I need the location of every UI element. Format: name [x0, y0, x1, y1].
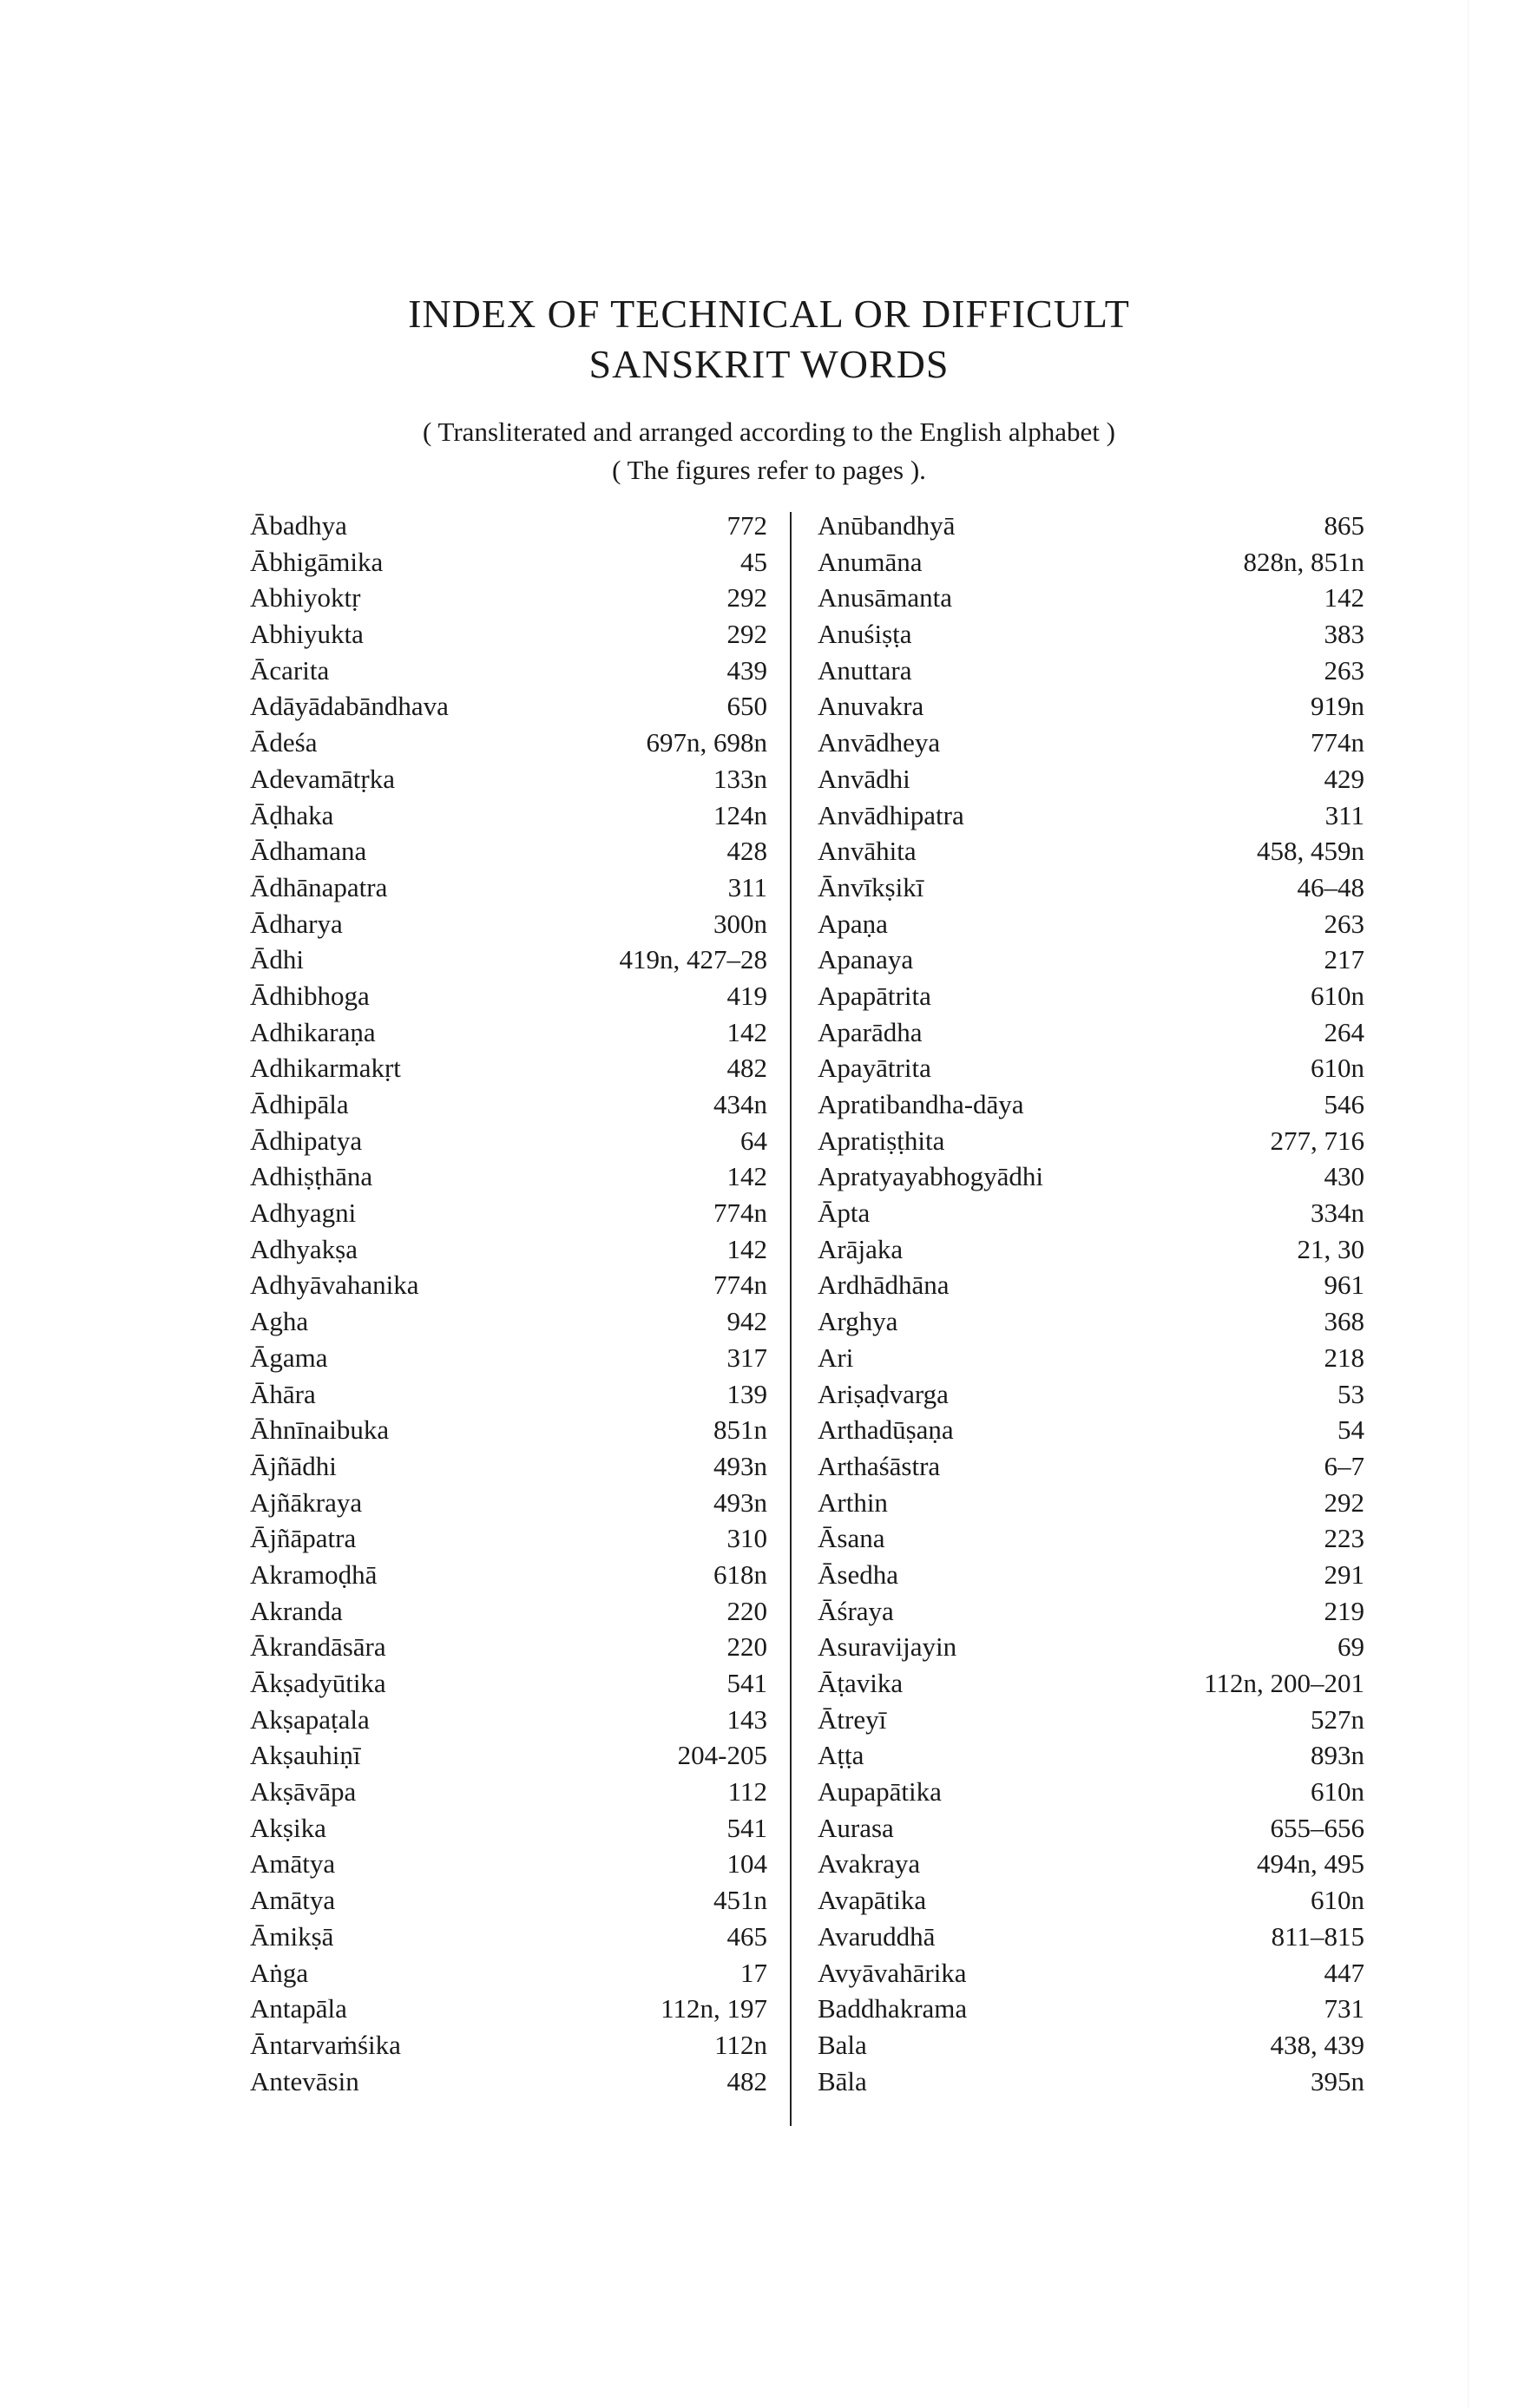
- index-term: Antapāla: [250, 1993, 347, 2024]
- index-term: Aṭṭa: [818, 1740, 864, 1771]
- index-term: Āśraya: [818, 1595, 894, 1626]
- index-term: Agha: [250, 1306, 309, 1337]
- index-entry: [250, 1629, 767, 1665]
- index-term: Ariṣaḍvarga: [818, 1378, 949, 1409]
- index-page-ref: 772: [726, 510, 767, 541]
- index-page-ref: 618n: [713, 1558, 767, 1590]
- index-term: Ādhānapatra: [250, 871, 388, 902]
- index-page-ref: 291: [1324, 1558, 1364, 1590]
- index-entry: [250, 1520, 767, 1557]
- index-page-ref: 292: [726, 582, 767, 613]
- index-entry: [818, 1158, 1364, 1195]
- index-entry: [250, 1774, 767, 1810]
- index-term: Akramoḍhā: [250, 1558, 378, 1590]
- index-term: Arghya: [818, 1306, 898, 1337]
- index-page-ref: 811–815: [1271, 1920, 1364, 1952]
- index-term: Ābadhya: [250, 510, 347, 541]
- index-entry: [250, 1014, 767, 1051]
- index-page-ref: 311: [727, 871, 767, 902]
- index-entry: [818, 688, 1364, 725]
- index-entry: [250, 2064, 767, 2100]
- index-entry: [818, 1376, 1364, 1413]
- index-term: Adāyādabāndhava: [250, 691, 449, 722]
- index-entry: [250, 544, 767, 581]
- index-page-ref: 133n: [713, 763, 767, 794]
- index-page-ref: 774n: [1311, 727, 1364, 758]
- index-page-ref: 828n, 851n: [1243, 546, 1364, 577]
- index-term: Āmikṣā: [250, 1920, 334, 1952]
- index-page-ref: 465: [726, 1920, 767, 1952]
- index-page-ref: 697n, 698n: [646, 727, 767, 758]
- index-term: Adhiṣṭhāna: [250, 1161, 373, 1192]
- index-entry: [250, 1955, 767, 1991]
- index-term: Anvādhipatra: [818, 799, 964, 830]
- index-term: Adhyakṣa: [250, 1233, 358, 1264]
- index-entry: [250, 1050, 767, 1086]
- index-page-ref: 310: [726, 1523, 767, 1554]
- index-page-ref: 292: [726, 619, 767, 650]
- index-page-ref: 334n: [1311, 1197, 1364, 1229]
- index-page-ref: 774n: [713, 1197, 767, 1229]
- index-entry: [818, 2027, 1364, 2064]
- index-page-ref: 112n, 197: [661, 1993, 767, 2024]
- index-page-ref: 610n: [1311, 980, 1364, 1011]
- index-page-ref: 223: [1324, 1523, 1364, 1554]
- index-entry: [818, 1086, 1364, 1123]
- index-entry: [250, 1267, 767, 1303]
- index-term: Arthaśāstra: [818, 1450, 941, 1481]
- index-term: Ābhigāmika: [250, 546, 384, 577]
- index-term: Amātya: [250, 1848, 336, 1880]
- index-entry: [818, 544, 1364, 581]
- index-term: Arājaka: [818, 1233, 904, 1264]
- index-page-ref: 143: [726, 1703, 767, 1735]
- index-page-ref: 383: [1324, 619, 1364, 650]
- index-entry: [818, 833, 1364, 869]
- index-term: Ānvīkṣikī: [818, 871, 924, 902]
- index-entry: [250, 1340, 767, 1376]
- index-term: Abhiyukta: [250, 619, 364, 650]
- index-entry: [250, 2027, 767, 2064]
- index-term: Adhikaraṇa: [250, 1016, 376, 1047]
- index-page-ref: 541: [726, 1812, 767, 1843]
- index-page-ref: 264: [1324, 1016, 1364, 1047]
- index-term: Ādhi: [250, 944, 304, 975]
- index-term: Adhyāvahanika: [250, 1270, 419, 1301]
- index-term: Aurasa: [818, 1812, 894, 1843]
- index-subtitle: ( Transliterated and arranged according to the English alphabet ): [423, 417, 1115, 447]
- index-term: Apratiṣṭhita: [818, 1125, 945, 1156]
- index-page-ref: 482: [726, 2065, 767, 2096]
- index-term: Adevamātṛka: [250, 763, 395, 794]
- index-title: INDEX OF TECHNICAL OR DIFFICULT: [408, 292, 1130, 336]
- index-entry: [250, 1593, 767, 1630]
- index-term: Āsedha: [818, 1558, 898, 1590]
- index-term: Aṅga: [250, 1957, 309, 1988]
- index-entry: [250, 653, 767, 689]
- index-term: Āhāra: [250, 1378, 316, 1409]
- index-entry: [250, 1376, 767, 1413]
- index-column-left: [250, 508, 767, 2099]
- index-page-ref: 865: [1324, 510, 1364, 541]
- index-entry: [250, 1702, 767, 1738]
- index-term: Avapātika: [818, 1885, 927, 1916]
- index-entry: [818, 2064, 1364, 2100]
- index-page-ref: 395n: [1311, 2065, 1364, 2096]
- index-term: Akranda: [250, 1595, 343, 1626]
- index-term: Apaṇa: [818, 908, 888, 939]
- index-term: Ākṣadyūtika: [250, 1668, 386, 1698]
- index-term: Apratibandha-dāya: [818, 1089, 1024, 1119]
- index-term: Anvāhita: [818, 836, 917, 867]
- index-page-ref: 292: [1324, 1486, 1364, 1518]
- index-term: Baddhakrama: [818, 1993, 968, 2024]
- index-term: Anuvakra: [818, 691, 924, 722]
- index-term: Anuttara: [818, 654, 912, 686]
- index-term: Antevāsin: [250, 2065, 359, 2096]
- index-page-ref: 263: [1324, 654, 1364, 686]
- index-entry: [818, 1195, 1364, 1231]
- index-term: Ājñāpatra: [250, 1523, 357, 1554]
- index-page-ref: 458, 459n: [1257, 836, 1364, 867]
- index-entry: [818, 1774, 1364, 1810]
- index-term: Anvādheya: [818, 727, 941, 758]
- index-page-ref: 610n: [1311, 1776, 1364, 1808]
- index-term: Āṭavika: [818, 1668, 904, 1698]
- index-entry: [818, 906, 1364, 942]
- index-entry: [818, 1014, 1364, 1051]
- index-term: Ācarita: [250, 654, 330, 686]
- index-entry: [818, 580, 1364, 616]
- index-entry: [818, 797, 1364, 834]
- index-page-ref: 219: [1324, 1595, 1364, 1626]
- index-entry: [250, 1448, 767, 1485]
- index-page-ref: 428: [726, 836, 767, 867]
- index-page-ref: 919n: [1311, 691, 1364, 722]
- index-term: Ādhibhoga: [250, 980, 370, 1011]
- index-entry: [250, 1919, 767, 1955]
- index-page-ref: 142: [726, 1016, 767, 1047]
- index-entry: [250, 978, 767, 1014]
- index-entry: [818, 1485, 1364, 1521]
- index-page-ref: 731: [1324, 1993, 1364, 2024]
- index-entry: [250, 906, 767, 942]
- index-term: Apapātrita: [818, 980, 931, 1011]
- index-page-ref: 139: [726, 1378, 767, 1409]
- index-entry: [818, 1267, 1364, 1303]
- index-entry: [818, 1557, 1364, 1593]
- index-entry: [250, 797, 767, 834]
- index-term: Anuśiṣṭa: [818, 619, 912, 650]
- index-entry: [250, 1991, 767, 2027]
- index-page-ref: 494n, 495: [1257, 1848, 1364, 1880]
- index-page-ref: 482: [726, 1053, 767, 1084]
- index-entry: [250, 1412, 767, 1448]
- index-term: Amātya: [250, 1885, 336, 1916]
- index-page-ref: 610n: [1311, 1053, 1364, 1084]
- index-entry: [818, 1882, 1364, 1919]
- index-entry: [818, 1991, 1364, 2027]
- index-entry: [250, 616, 767, 653]
- index-term: Ādhipāla: [250, 1089, 349, 1119]
- index-entry: [250, 833, 767, 869]
- index-page-ref: 112n: [714, 2029, 767, 2060]
- index-page-ref: 142: [726, 1161, 767, 1192]
- index-term: Akṣika: [250, 1812, 326, 1843]
- index-term: Akṣauhiṇī: [250, 1740, 361, 1771]
- index-page-ref: 430: [1324, 1161, 1364, 1192]
- index-term: Ardhādhāna: [818, 1270, 950, 1301]
- index-term: Ākrandāsāra: [250, 1631, 386, 1663]
- index-page-ref: 142: [726, 1233, 767, 1264]
- index-entry: [818, 508, 1364, 544]
- index-column-right: [818, 508, 1364, 2099]
- index-entry: [818, 1919, 1364, 1955]
- index-term: Āḍhaka: [250, 799, 334, 830]
- index-entry: [818, 1448, 1364, 1485]
- index-entry: [250, 1303, 767, 1340]
- index-page-ref: 64: [740, 1125, 767, 1156]
- index-page-ref: 419n, 427–28: [619, 944, 767, 975]
- index-page-ref: 6–7: [1324, 1450, 1364, 1481]
- index-term: Arthin: [818, 1486, 888, 1518]
- index-entry: [818, 1340, 1364, 1376]
- index-term: Anusāmanta: [818, 582, 952, 613]
- index-term: Avaruddhā: [818, 1920, 936, 1952]
- index-term: Anūbandhyā: [818, 510, 956, 541]
- index-entry: [250, 1231, 767, 1268]
- index-term: Āsana: [818, 1523, 885, 1554]
- index-page-ref: 317: [726, 1342, 767, 1373]
- index-entry: [250, 1485, 767, 1521]
- index-page-ref: 46–48: [1297, 871, 1364, 902]
- index-term: Aparādha: [818, 1016, 923, 1047]
- index-page-ref: 112n, 200–201: [1204, 1668, 1364, 1698]
- index-page-ref: 419: [726, 980, 767, 1011]
- index-term: Avakraya: [818, 1848, 921, 1880]
- index-term: Apayātrita: [818, 1053, 931, 1084]
- index-term: Akṣapaṭala: [250, 1703, 370, 1735]
- index-page-ref: 142: [1324, 582, 1364, 613]
- index-entry: [818, 869, 1364, 906]
- index-term: Anumāna: [818, 546, 923, 577]
- index-page-ref: 650: [726, 691, 767, 722]
- index-entry: [250, 1737, 767, 1774]
- index-entry: [818, 1593, 1364, 1630]
- index-page-ref: 493n: [713, 1486, 767, 1518]
- index-page-ref: 368: [1324, 1306, 1364, 1337]
- index-page-ref: 447: [1324, 1957, 1364, 1988]
- index-entry: [250, 761, 767, 797]
- index-entry: [250, 1665, 767, 1702]
- index-term: Ādeśa: [250, 727, 318, 758]
- index-entry: [818, 1810, 1364, 1847]
- index-entry: [250, 1882, 767, 1919]
- index-entry: [250, 1846, 767, 1882]
- index-page-ref: 263: [1324, 908, 1364, 939]
- index-page-ref: 218: [1324, 1342, 1364, 1373]
- index-page-ref: 112: [727, 1776, 767, 1808]
- index-page-ref: 527n: [1311, 1703, 1364, 1735]
- index-page-ref: 429: [1324, 763, 1364, 794]
- column-divider: [790, 512, 792, 2126]
- index-term: Ādharya: [250, 908, 343, 939]
- index-page-ref: 277, 716: [1270, 1125, 1364, 1156]
- index-page-ref: 774n: [713, 1270, 767, 1301]
- index-entry: [818, 653, 1364, 689]
- index-term: Apratyayabhogyādhi: [818, 1161, 1043, 1192]
- index-page-ref: 434n: [713, 1089, 767, 1119]
- index-entry: [250, 942, 767, 978]
- index-term: Ajñākraya: [250, 1486, 363, 1518]
- index-page-ref: 300n: [713, 908, 767, 939]
- index-page-ref: 104: [726, 1848, 767, 1880]
- index-entry: [818, 1123, 1364, 1159]
- index-term: Avyāvahārika: [818, 1957, 967, 1988]
- index-page-ref: 493n: [713, 1450, 767, 1481]
- index-entry: [818, 761, 1364, 797]
- index-entry: [250, 1086, 767, 1123]
- index-entry: [818, 725, 1364, 761]
- index-term: Bāla: [818, 2065, 867, 2096]
- index-page-ref: 655–656: [1270, 1812, 1364, 1843]
- index-entry: [818, 978, 1364, 1014]
- index-term: Āgama: [250, 1342, 328, 1373]
- index-term: Bala: [818, 2029, 867, 2060]
- index-term: Adhikarmakṛt: [250, 1053, 401, 1084]
- index-entry: [818, 1846, 1364, 1882]
- index-entry: [818, 1303, 1364, 1340]
- index-entry: [250, 508, 767, 544]
- index-page-ref: 942: [726, 1306, 767, 1337]
- index-page-ref: 220: [726, 1595, 767, 1626]
- index-entry: [250, 725, 767, 761]
- index-page-ref: 541: [726, 1668, 767, 1698]
- index-page-ref: 217: [1324, 944, 1364, 975]
- index-page-ref: 961: [1324, 1270, 1364, 1301]
- index-entry: [818, 1520, 1364, 1557]
- index-entry: [250, 1810, 767, 1847]
- index-entry: [818, 1629, 1364, 1665]
- index-page-ref: 17: [740, 1957, 767, 1988]
- index-page-ref: 53: [1338, 1378, 1364, 1409]
- index-page-ref: 21, 30: [1297, 1233, 1364, 1264]
- index-page-ref: 546: [1324, 1089, 1364, 1119]
- index-entry: [818, 1412, 1364, 1448]
- index-term: Āntarvaṁśika: [250, 2029, 401, 2060]
- index-term: Apanaya: [818, 944, 914, 975]
- index-entry: [250, 1195, 767, 1231]
- index-entry: [818, 616, 1364, 653]
- index-page-ref: 893n: [1311, 1740, 1364, 1771]
- index-entry: [250, 1557, 767, 1593]
- index-entry: [250, 1123, 767, 1159]
- index-title-line2: SANSKRIT WORDS: [588, 342, 950, 386]
- index-page-ref: 439: [726, 654, 767, 686]
- index-subtitle-note: ( The figures refer to pages ).: [612, 455, 926, 485]
- index-page-ref: 45: [740, 546, 767, 577]
- index-entry: [818, 1737, 1364, 1774]
- index-entry: [818, 1702, 1364, 1738]
- index-entry: [250, 580, 767, 616]
- index-term: Āhnīnaibuka: [250, 1414, 390, 1446]
- index-entry: [818, 1231, 1364, 1268]
- index-page-ref: 438, 439: [1270, 2029, 1364, 2060]
- index-term: Abhiyoktṛ: [250, 582, 361, 613]
- index-page-ref: 69: [1338, 1631, 1364, 1663]
- index-entry: [250, 1158, 767, 1195]
- index-term: Akṣāvāpa: [250, 1776, 357, 1808]
- index-page-ref: 220: [726, 1631, 767, 1663]
- index-term: Āpta: [818, 1197, 871, 1229]
- index-term: Asuravijayin: [818, 1631, 957, 1663]
- index-term: Anvādhi: [818, 763, 910, 794]
- index-page-ref: 311: [1324, 799, 1364, 830]
- index-entry: [818, 1050, 1364, 1086]
- index-term: Ātreyī: [818, 1703, 887, 1735]
- index-entry: [818, 1955, 1364, 1991]
- index-term: Ādhamana: [250, 836, 367, 867]
- index-entry: [818, 1665, 1364, 1702]
- index-term: Ādhipatya: [250, 1125, 363, 1156]
- index-page-ref: 851n: [713, 1414, 767, 1446]
- index-term: Aupapātika: [818, 1776, 942, 1808]
- index-term: Arthadūṣaṇa: [818, 1414, 954, 1446]
- index-page-ref: 451n: [713, 1885, 767, 1916]
- index-entry: [250, 688, 767, 725]
- index-page-ref: 610n: [1311, 1885, 1364, 1916]
- index-term: Adhyagni: [250, 1197, 357, 1229]
- index-term: Ari: [818, 1342, 854, 1373]
- index-page-ref: 54: [1338, 1414, 1364, 1446]
- index-term: Ājñādhi: [250, 1450, 337, 1481]
- index-entry: [818, 942, 1364, 978]
- index-entry: [250, 869, 767, 906]
- index-page-ref: 124n: [713, 799, 767, 830]
- index-page-ref: 204-205: [677, 1740, 767, 1771]
